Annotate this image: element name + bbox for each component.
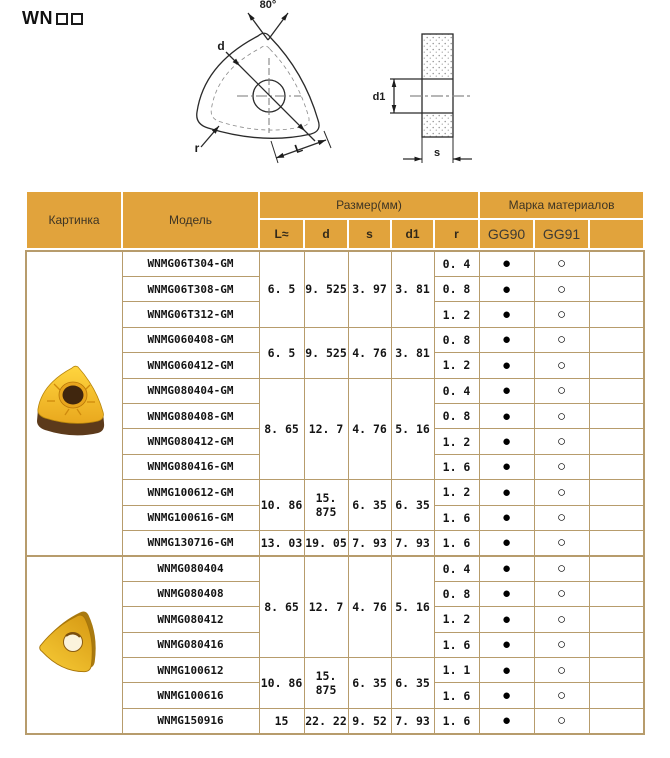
d-cell: 22. 22 <box>304 708 348 733</box>
r-cell: 0. 4 <box>434 251 479 276</box>
r-cell: 1. 6 <box>434 505 479 530</box>
r-cell: 1. 6 <box>434 454 479 479</box>
gg91-mark: ○ <box>534 251 589 276</box>
insert-side-drawing <box>372 0 490 172</box>
model-cell: WNMG100612 <box>122 658 259 683</box>
plan-d-label: d <box>217 39 225 53</box>
d-cell: 9. 525 <box>304 327 348 378</box>
title-box-icon <box>71 13 83 25</box>
d1-cell: 7. 93 <box>391 530 434 555</box>
insert-plan-drawing <box>188 0 360 172</box>
empty-cell <box>589 708 644 733</box>
header-blank <box>589 219 644 249</box>
gg91-mark: ○ <box>534 454 589 479</box>
model-cell: WNMG080404-GM <box>122 378 259 403</box>
model-cell: WNMG06T304-GM <box>122 251 259 276</box>
empty-cell <box>589 327 644 352</box>
table-header <box>25 190 645 250</box>
side-d1-label: d1 <box>372 91 386 103</box>
L-cell: 10. 86 <box>259 480 304 531</box>
gg91-mark: ○ <box>534 556 589 581</box>
trigon-insert-plain-image <box>36 602 112 682</box>
gg91-mark: ○ <box>534 505 589 530</box>
gg90-mark: ● <box>479 480 534 505</box>
empty-cell <box>589 607 644 632</box>
d-cell: 15. 875 <box>304 658 348 709</box>
s-cell: 4. 76 <box>348 556 391 658</box>
model-cell: WNMG060408-GM <box>122 327 259 352</box>
gg91-mark: ○ <box>534 276 589 301</box>
gg90-mark: ● <box>479 251 534 276</box>
d-cell: 19. 05 <box>304 530 348 555</box>
gg90-mark: ● <box>479 683 534 708</box>
gg91-mark: ○ <box>534 530 589 555</box>
header-L: L≈ <box>259 219 304 249</box>
gg90-mark: ● <box>479 302 534 327</box>
page-title <box>22 8 83 29</box>
gg91-mark: ○ <box>534 581 589 606</box>
empty-cell <box>589 403 644 428</box>
d1-cell: 3. 81 <box>391 251 434 327</box>
header-r: r <box>434 219 479 249</box>
model-cell: WNMG080408 <box>122 581 259 606</box>
model-cell: WNMG100616-GM <box>122 505 259 530</box>
insert-photo-gm <box>26 251 122 556</box>
d-cell: 15. 875 <box>304 480 348 531</box>
r-cell: 0. 8 <box>434 581 479 606</box>
table-body <box>25 250 645 735</box>
model-cell: WNMG080404 <box>122 556 259 581</box>
model-cell: WNMG130716-GM <box>122 530 259 555</box>
r-cell: 1. 1 <box>434 658 479 683</box>
gg91-mark: ○ <box>534 708 589 733</box>
gg91-mark: ○ <box>534 632 589 657</box>
empty-cell <box>589 556 644 581</box>
L-cell: 6. 5 <box>259 251 304 327</box>
model-cell: WNMG080416-GM <box>122 454 259 479</box>
r-cell: 0. 8 <box>434 403 479 428</box>
model-cell: WNMG150916 <box>122 708 259 733</box>
gg90-mark: ● <box>479 353 534 378</box>
empty-cell <box>589 353 644 378</box>
insert-photo-plain <box>26 556 122 734</box>
L-cell: 8. 65 <box>259 378 304 480</box>
model-cell: WNMG080412 <box>122 607 259 632</box>
gg91-mark: ○ <box>534 327 589 352</box>
gg90-mark: ● <box>479 454 534 479</box>
model-cell: WNMG080408-GM <box>122 403 259 428</box>
empty-cell <box>589 658 644 683</box>
gg90-mark: ● <box>479 327 534 352</box>
plan-L-label: L <box>292 140 305 157</box>
page-title-text: WN <box>22 8 53 28</box>
header-d: d <box>304 219 348 249</box>
gg90-mark: ● <box>479 708 534 733</box>
s-cell: 9. 52 <box>348 708 391 733</box>
model-cell: WNMG080416 <box>122 632 259 657</box>
empty-cell <box>589 683 644 708</box>
header-gg90: GG90 <box>479 219 534 249</box>
model-cell: WNMG100616 <box>122 683 259 708</box>
header-gg91: GG91 <box>534 219 589 249</box>
gg90-mark: ● <box>479 378 534 403</box>
empty-cell <box>589 480 644 505</box>
model-cell: WNMG080412-GM <box>122 429 259 454</box>
d1-cell: 6. 35 <box>391 658 434 709</box>
gg91-mark: ○ <box>534 480 589 505</box>
empty-cell <box>589 530 644 555</box>
r-cell: 1. 6 <box>434 530 479 555</box>
empty-cell <box>589 505 644 530</box>
r-cell: 0. 8 <box>434 276 479 301</box>
L-cell: 6. 5 <box>259 327 304 378</box>
table-row <box>26 251 644 276</box>
s-cell: 3. 97 <box>348 251 391 327</box>
empty-cell <box>589 378 644 403</box>
gg90-mark: ● <box>479 403 534 428</box>
empty-cell <box>589 276 644 301</box>
gg91-mark: ○ <box>534 683 589 708</box>
L-cell: 10. 86 <box>259 658 304 709</box>
plan-angle-label: 80° <box>259 0 277 11</box>
model-cell: WNMG060412-GM <box>122 353 259 378</box>
d-cell: 9. 525 <box>304 251 348 327</box>
d1-cell: 5. 16 <box>391 556 434 658</box>
gg90-mark: ● <box>479 632 534 657</box>
empty-cell <box>589 581 644 606</box>
r-cell: 0. 4 <box>434 378 479 403</box>
r-cell: 1. 2 <box>434 302 479 327</box>
d-cell: 12. 7 <box>304 378 348 480</box>
r-cell: 0. 8 <box>434 327 479 352</box>
r-cell: 1. 2 <box>434 607 479 632</box>
gg90-mark: ● <box>479 276 534 301</box>
model-cell: WNMG100612-GM <box>122 480 259 505</box>
gg91-mark: ○ <box>534 378 589 403</box>
model-cell: WNMG06T308-GM <box>122 276 259 301</box>
gg91-mark: ○ <box>534 658 589 683</box>
d1-cell: 7. 93 <box>391 708 434 733</box>
L-cell: 13. 03 <box>259 530 304 555</box>
r-cell: 1. 2 <box>434 353 479 378</box>
header-picture: Картинка <box>26 191 122 249</box>
s-cell: 6. 35 <box>348 480 391 531</box>
empty-cell <box>589 454 644 479</box>
d1-cell: 5. 16 <box>391 378 434 480</box>
gg90-mark: ● <box>479 505 534 530</box>
gg91-mark: ○ <box>534 353 589 378</box>
model-cell: WNMG06T312-GM <box>122 302 259 327</box>
empty-cell <box>589 429 644 454</box>
empty-cell <box>589 632 644 657</box>
L-cell: 15 <box>259 708 304 733</box>
gg90-mark: ● <box>479 530 534 555</box>
d1-cell: 6. 35 <box>391 480 434 531</box>
gg90-mark: ● <box>479 607 534 632</box>
d1-cell: 3. 81 <box>391 327 434 378</box>
table-row <box>26 556 644 581</box>
s-cell: 6. 35 <box>348 658 391 709</box>
s-cell: 4. 76 <box>348 378 391 480</box>
L-cell: 8. 65 <box>259 556 304 658</box>
gg90-mark: ● <box>479 429 534 454</box>
r-cell: 1. 6 <box>434 683 479 708</box>
gg91-mark: ○ <box>534 607 589 632</box>
gg90-mark: ● <box>479 581 534 606</box>
s-cell: 7. 93 <box>348 530 391 555</box>
header-model: Модель <box>122 191 259 249</box>
gg91-mark: ○ <box>534 403 589 428</box>
plan-r-label: r <box>194 141 200 155</box>
header-grade: Марка материалов <box>479 191 644 219</box>
empty-cell <box>589 302 644 327</box>
title-box-icon <box>56 13 68 25</box>
d-cell: 12. 7 <box>304 556 348 658</box>
r-cell: 1. 6 <box>434 632 479 657</box>
r-cell: 1. 2 <box>434 429 479 454</box>
gg91-mark: ○ <box>534 429 589 454</box>
s-cell: 4. 76 <box>348 327 391 378</box>
product-table <box>25 190 643 735</box>
r-cell: 0. 4 <box>434 556 479 581</box>
header-d1: d1 <box>391 219 434 249</box>
gg90-mark: ● <box>479 658 534 683</box>
empty-cell <box>589 251 644 276</box>
header-s: s <box>348 219 391 249</box>
r-cell: 1. 2 <box>434 480 479 505</box>
side-s-label: s <box>433 147 441 159</box>
gg90-mark: ● <box>479 556 534 581</box>
header-size: Размер(мм) <box>259 191 479 219</box>
gg91-mark: ○ <box>534 302 589 327</box>
trigon-insert-gm-image <box>32 363 116 439</box>
r-cell: 1. 6 <box>434 708 479 733</box>
